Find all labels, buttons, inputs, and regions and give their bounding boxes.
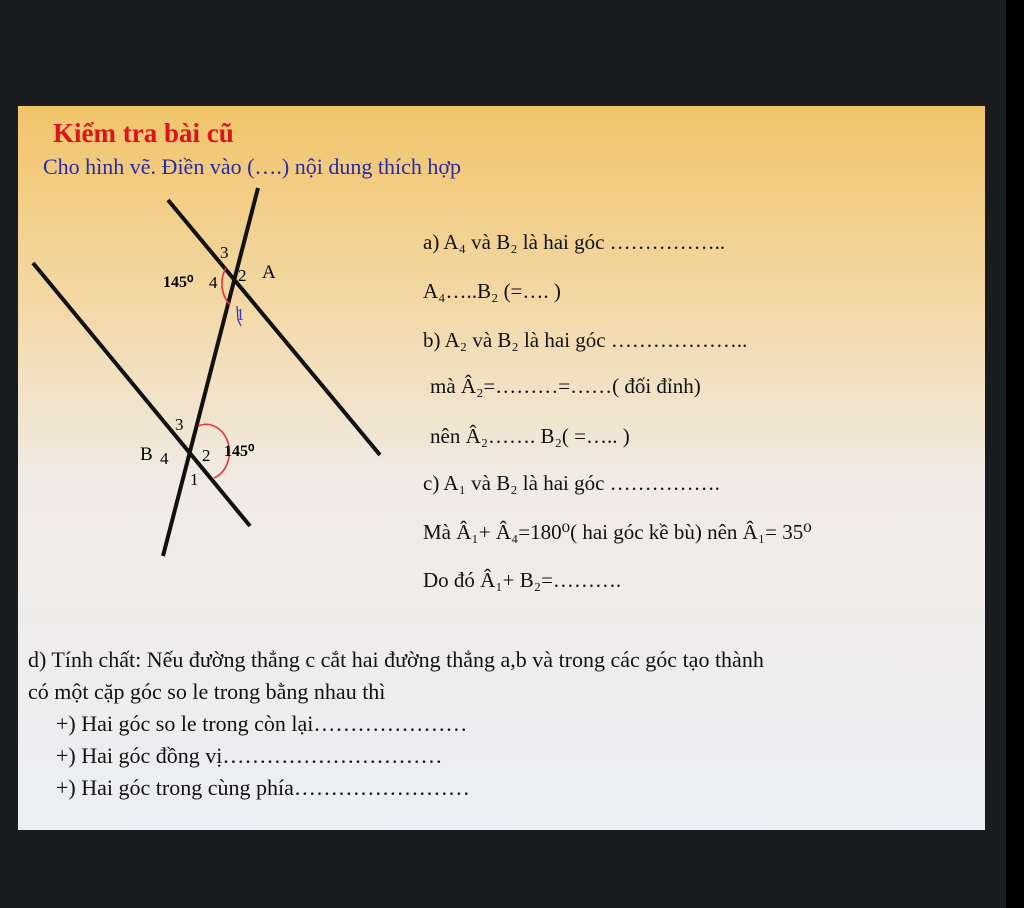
item-b-line2: mà Â₂=………=……( đối đỉnh) — [430, 374, 701, 398]
item-c-line2: Mà Â₁+ Â₄=180⁰( hai góc kề bù) nên Â₁= 35⁰ — [423, 520, 812, 544]
property-item3: +) Hai góc trong cùng phía…………………… — [56, 775, 470, 800]
point-A-label: A — [262, 262, 276, 283]
angle-B-145: 145⁰ — [224, 443, 255, 460]
A-angle-4: 4 — [209, 273, 218, 292]
transversal-line — [163, 188, 258, 556]
item-c-line1: c) A₁ và B₂ là hai góc ……………. — [423, 471, 720, 495]
B-angle-4: 4 — [160, 449, 169, 468]
property-line2: có một cặp góc so le trong bằng nhau thì — [28, 679, 386, 704]
property-item1: +) Hai góc so le trong còn lại………………… — [56, 711, 468, 736]
point-B-label: B — [140, 444, 153, 465]
item-b-line3: nên Â₂……. B₂( =….. ) — [430, 424, 630, 448]
geometry-diagram — [18, 106, 438, 576]
B-angle-3: 3 — [175, 415, 184, 434]
angle-A-145: 145⁰ — [163, 274, 194, 291]
item-a-line1: a) A₄ và B₂ là hai góc …………….. — [423, 230, 726, 254]
property-item2: +) Hai góc đồng vị………………………… — [56, 743, 443, 768]
B-angle-1: 1 — [190, 470, 199, 489]
A-angle-3: 3 — [220, 243, 229, 262]
line-b — [33, 263, 250, 526]
slide — [18, 106, 985, 830]
B-angle-2: 2 — [202, 446, 211, 465]
item-a-line2: A₄…..B₂ (=…. ) — [423, 279, 561, 303]
A-angle-2: 2 — [238, 266, 247, 285]
slide-title: Kiểm tra bài cũ — [53, 118, 234, 148]
property-block — [28, 644, 764, 804]
property-line1: d) Tính chất: Nếu đường thẳng c cắt hai đường thẳng a,b và trong các góc tạo thành — [28, 647, 764, 672]
slide-subtitle: Cho hình vẽ. Điền vào (….) nội dung thích hợp — [43, 154, 461, 179]
item-b-line1: b) A₂ và B₂ là hai góc ……………….. — [423, 328, 748, 352]
A-angle-1: 1 — [236, 305, 245, 324]
item-c-line3: Do đó Â₁+ B₂=………. — [423, 568, 622, 592]
screen-edge — [1006, 0, 1024, 908]
